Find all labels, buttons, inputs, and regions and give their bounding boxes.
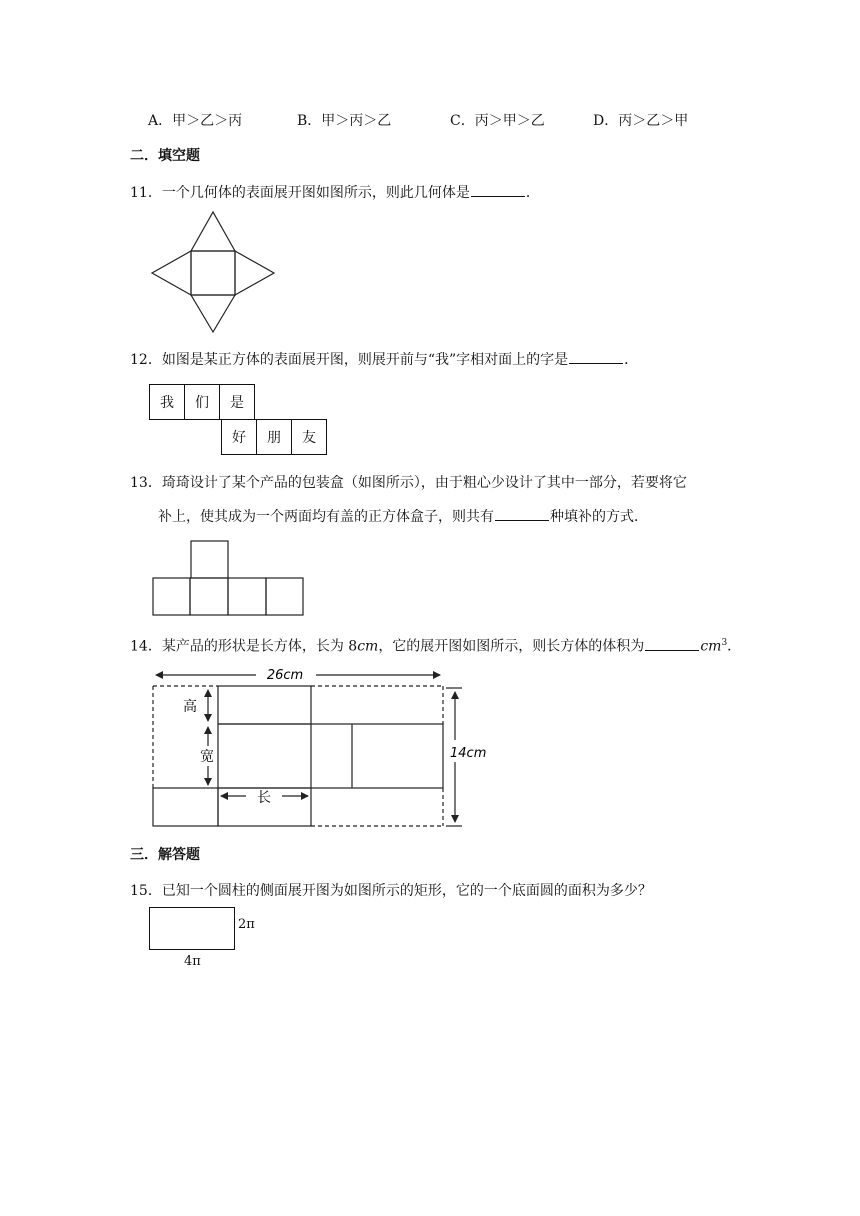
option-letter: C． bbox=[450, 113, 475, 129]
net-triangle-bottom bbox=[191, 295, 235, 332]
unit-cm: cm bbox=[700, 638, 722, 655]
option-text: 甲＞丙＞乙 bbox=[321, 113, 392, 129]
net-cell: 是 bbox=[219, 384, 255, 420]
question-text: ，它的展开图如图所示，则长方体的体积为 bbox=[378, 638, 645, 655]
q10-option-d bbox=[593, 111, 688, 131]
section-heading-solve: 三．解答题 bbox=[130, 847, 200, 863]
q10-option-c bbox=[450, 111, 545, 131]
option-text: 丙＞乙＞甲 bbox=[618, 113, 689, 129]
net-square-top bbox=[191, 541, 228, 578]
question-text: 如图是某正方体的表面展开图，则展开前与“我”字相对面上的字是 bbox=[161, 352, 569, 368]
net-triangle-left bbox=[152, 251, 191, 295]
net-cell: 我 bbox=[149, 384, 185, 420]
net-cell: 朋 bbox=[256, 419, 292, 455]
option-text: 丙＞甲＞乙 bbox=[474, 113, 545, 129]
net-face-top bbox=[218, 686, 311, 724]
unit-cm: cm bbox=[357, 638, 379, 655]
question-number: 15． bbox=[130, 883, 162, 899]
question-15 bbox=[130, 881, 652, 901]
section-heading-fill-blank: 二．填空题 bbox=[130, 148, 200, 164]
label-kuan: 宽 bbox=[200, 749, 214, 765]
answer-blank bbox=[569, 349, 623, 364]
net-cell: 友 bbox=[291, 419, 327, 455]
net-triangle-right bbox=[235, 251, 274, 295]
net-triangle-top bbox=[191, 212, 235, 251]
question-end: ． bbox=[525, 185, 540, 201]
question-text: 种填补的方式． bbox=[550, 509, 648, 525]
question-end: ． bbox=[727, 638, 742, 655]
option-letter: D． bbox=[593, 113, 619, 129]
label-4pi: 4π bbox=[184, 954, 201, 969]
net-cell: 好 bbox=[221, 419, 257, 455]
unit-superscript: 3 bbox=[721, 638, 728, 648]
answer-blank bbox=[495, 506, 549, 521]
net-square bbox=[153, 578, 190, 615]
q15-rectangle-figure bbox=[149, 907, 235, 950]
q11-pyramid-net-figure bbox=[150, 210, 276, 334]
question-text: 一个几何体的表面展开图如图所示，则此几何体是 bbox=[161, 185, 470, 201]
label-gao: 高 bbox=[183, 699, 197, 715]
question-number: 12． bbox=[130, 352, 162, 368]
option-letter: B． bbox=[297, 113, 322, 129]
net-square bbox=[266, 578, 303, 615]
net-face-strip bbox=[218, 724, 443, 788]
answer-blank bbox=[645, 636, 699, 651]
question-11 bbox=[130, 182, 540, 203]
net-square bbox=[190, 578, 228, 615]
question-13-line1 bbox=[130, 473, 687, 493]
question-text: 已知一个圆柱的侧面展开图为如图所示的矩形，它的一个底面圆的面积为多少？ bbox=[161, 883, 652, 899]
label-chang: 长 bbox=[257, 790, 271, 806]
question-text: 补上，使其成为一个两面均有盖的正方体盒子，则共有 bbox=[158, 509, 494, 525]
q13-box-net-figure bbox=[152, 540, 304, 616]
label-2pi: 2π bbox=[238, 917, 255, 932]
option-letter: A． bbox=[148, 113, 173, 129]
question-12 bbox=[130, 349, 638, 370]
q10-option-b bbox=[297, 111, 391, 131]
net-base-square bbox=[191, 251, 235, 295]
label-26cm: 26cm bbox=[266, 668, 304, 683]
question-end: ． bbox=[624, 352, 639, 368]
question-number: 13． bbox=[130, 475, 162, 491]
q10-option-a bbox=[148, 111, 242, 131]
q14-cuboid-net-figure bbox=[148, 662, 488, 832]
option-text: 甲＞乙＞丙 bbox=[172, 113, 243, 129]
question-text: 某产品的形状是长方体，长为 8 bbox=[161, 638, 358, 655]
question-13-line2 bbox=[158, 506, 648, 527]
net-face-left bbox=[153, 788, 218, 826]
net-cell: 们 bbox=[184, 384, 220, 420]
label-14cm: 14cm bbox=[450, 746, 487, 761]
question-text: 琦琦设计了某个产品的包装盒（如图所示），由于粗心少设计了其中一部分，若要将它 bbox=[161, 475, 687, 491]
question-number: 14． bbox=[130, 638, 162, 655]
question-number: 11． bbox=[130, 185, 162, 201]
question-14 bbox=[130, 633, 741, 657]
answer-blank bbox=[471, 182, 525, 197]
net-square bbox=[228, 578, 266, 615]
